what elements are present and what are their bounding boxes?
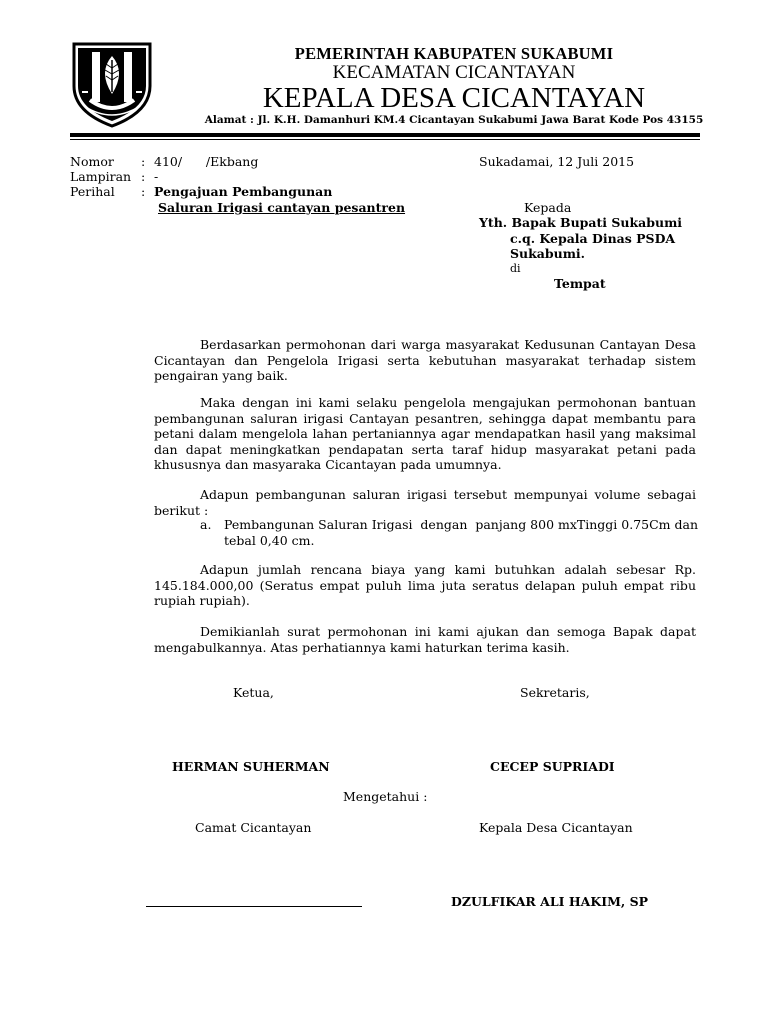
body-paragraph-1-text: Berdasarkan permohonan dari warga masyarakat Kedusunan Cantayan Desa Cicantayan dan Pengelola Irigasi serta kebutuhan masyarakat terhadap sistem pengairan yang baik. xyxy=(154,337,696,383)
list-item-line1: Pembangunan Saluran Irigasi dengan panjang 800 mxTinggi 0.75Cm dan xyxy=(224,517,699,532)
body-paragraph-3-text: Adapun pembangunan saluran irigasi tersebut mempunyai volume sebagai berikut : xyxy=(154,487,696,518)
camat-label: Camat Cicantayan xyxy=(195,820,312,835)
body-paragraph-2-text: Maka dengan ini kami selaku pengelola mengajukan permohonan bantuan pembangunan saluran irigasi Cantayan pesantren, sehingga dapat membantu para petani dalam mengelola lahan pertaniannya agar mendapatkan hasil yang maksimal dan dapat meningkatkan pendapatan serta taraf hidup masyarakat petani pada khususnya dan masyaraka Cicantayan pada umumnya. xyxy=(154,395,696,472)
kades-name: DZULFIKAR ALI HAKIM, SP xyxy=(451,894,649,909)
body-paragraph-4 xyxy=(154,562,696,609)
body-paragraph-5-text: Demikianlah surat permohonan ini kami ajukan dan semoga Bapak dapat mengabulkannya. Atas perhatiannya kami haturkan terima kasih. xyxy=(154,624,696,655)
perihal-colon: : xyxy=(141,184,146,199)
nomor-label: Nomor xyxy=(70,154,114,169)
perihal-value: Pengajuan Pembangunan xyxy=(154,184,333,199)
mengetahui-label: Mengetahui : xyxy=(343,789,428,804)
letterhead-address: Alamat : Jl. K.H. Damanhuri KM.4 Cicantayan Sukabumi Jawa Barat Kode Pos 43155 xyxy=(204,114,704,126)
recipient-di: di xyxy=(510,262,521,275)
letterhead-title: KEPALA DESA CICANTAYAN xyxy=(262,82,646,114)
body-paragraph-2 xyxy=(154,395,696,473)
sekretaris-name: CECEP SUPRIADI xyxy=(490,759,615,774)
letterhead-line1: PEMERINTAH KABUPATEN SUKABUMI xyxy=(294,44,614,63)
body-paragraph-4-text: Adapun jumlah rencana biaya yang kami butuhkan adalah sebesar Rp. 145.184.000,00 (Seratus empat puluh lima juta seratus delapan puluh empat ribu rupiah rupiah). xyxy=(154,562,696,608)
letterhead-thick-rule xyxy=(70,133,700,137)
sekretaris-label: Sekretaris, xyxy=(520,685,590,700)
recipient-tempat: Tempat xyxy=(554,276,606,291)
kepada-label: Kepada xyxy=(524,200,572,215)
nomor-value: 410/ /Ekbang xyxy=(154,154,259,169)
recipient-line1: Yth. Bapak Bupati Sukabumi xyxy=(479,215,683,230)
letterhead-line2: KECAMATAN CICANTAYAN xyxy=(332,62,576,83)
letter-date: Sukadamai, 12 Juli 2015 xyxy=(479,154,635,169)
ketua-label: Ketua, xyxy=(233,685,274,700)
nomor-colon: : xyxy=(141,154,146,169)
camat-signature-line xyxy=(146,906,362,907)
body-paragraph-3 xyxy=(154,487,696,518)
recipient-line3: Sukabumi. xyxy=(510,246,586,261)
lampiran-value: - xyxy=(154,169,159,184)
list-item-marker: a. xyxy=(200,517,212,532)
list-item-line2: tebal 0,40 cm. xyxy=(224,533,315,548)
lampiran-label: Lampiran xyxy=(70,169,132,184)
perihal-label: Perihal xyxy=(70,184,115,199)
body-paragraph-1 xyxy=(154,337,696,384)
body-paragraph-5 xyxy=(154,624,696,655)
recipient-line2: c.q. Kepala Dinas PSDA xyxy=(510,231,676,246)
lampiran-colon: : xyxy=(141,169,146,184)
kades-label: Kepala Desa Cicantayan xyxy=(479,820,633,835)
ketua-name: HERMAN SUHERMAN xyxy=(172,759,330,774)
perihal-value-line2: Saluran Irigasi cantayan pesantren xyxy=(158,200,406,215)
sukabumi-emblem-logo xyxy=(70,42,154,128)
letterhead-thin-rule xyxy=(70,139,700,140)
